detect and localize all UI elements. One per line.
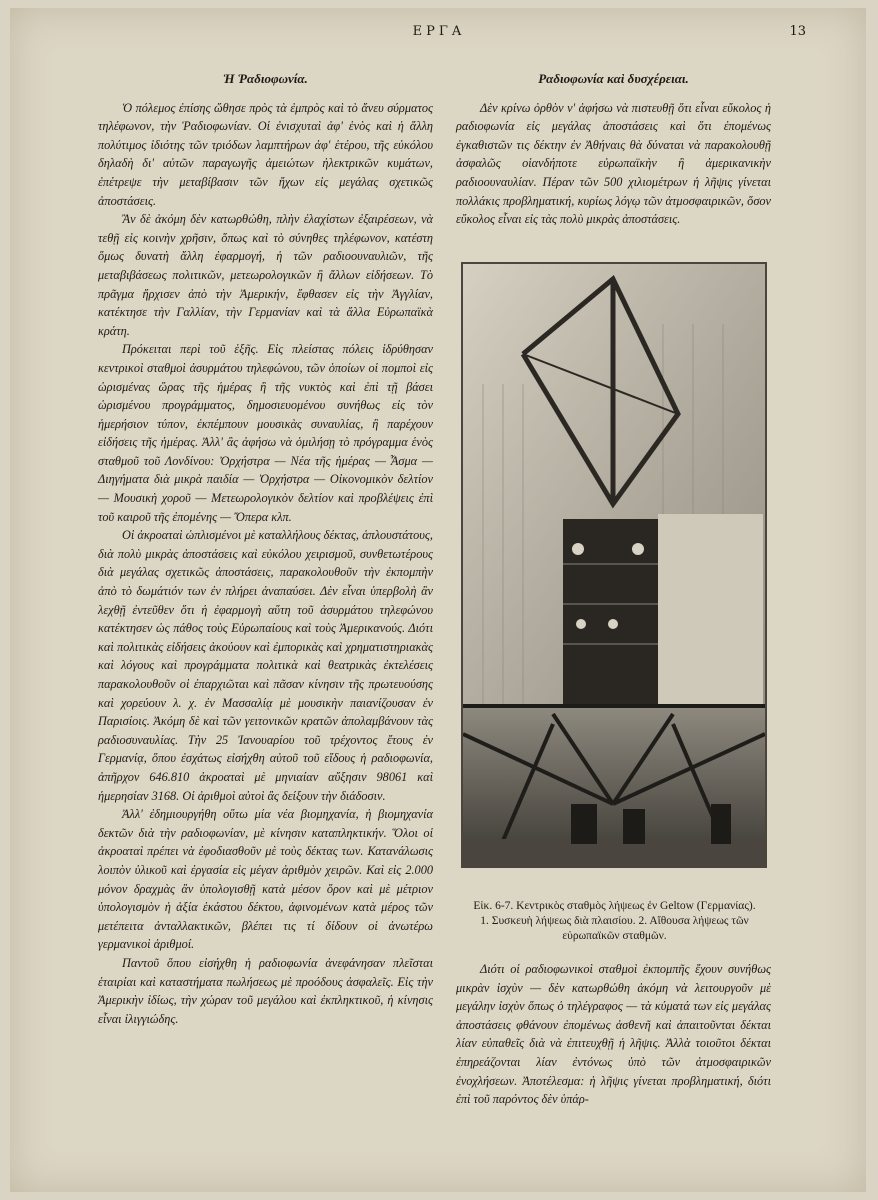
paragraph: Ὁ πόλεμος ἐπίσης ὤθησε πρὸς τὰ ἐμπρὸς καὶ τὸ ἄνευ σύρματος τηλέφωνον, τὴν Ῥαδιοφωνίαν. Οἱ ἐνισχυταὶ ἀφ' ἑνὸς καὶ ἡ ἄλλη πολύτιμος ἰδιότης τῶν τριόδων λαμπτήρων ἀφ' ἑτέρου, τῆς εὐκόλου δηλαδὴ δι' αὐτῶν παραγωγῆς ἀμειώτων ἠλεκτρικῶν κυμάτων, ἐπέτρεψε τὴν μεταβίβασιν τῶν ἤχων εἰς μεγάλας σχετικῶς ἀποστάσεις. [98,100,433,208]
left-column [98,70,433,1028]
paragraph: Οἱ ἀκροαταὶ ὡπλισμένοι μὲ καταλλήλους δέκτας, ἁπλουστάτους, διὰ πολὺ μικρὰς ἀποστάσεις καὶ εὐκόλου χειρισμοῦ, συνθετωτέρους διὰ μεγάλας σχετικῶς ἀποστάσεις, παρακολουθοῦν τὴν ἐκπομπὴν ἀπὸ τὸ δωμάτιόν των ἐν πλήρει ἀναπαύσει. Δὲν εἶναι ὑπερβολὴ ἂν λεχθῇ ἐντεῦθεν ὅτι ἡ ἐφαρμογὴ αὕτη τοῦ ἀσυρμάτου τηλεφώνου κατέκτησεν ὡς πάθος τοὺς Εὐρωπαίους καὶ τοὺς Ἀμερικανούς. Διότι καὶ πολιτικὰς εἰδήσεις ἀκούουν καὶ ἐμπορικὰς καὶ χρηματιστηριακὰς καὶ λόγους καὶ προγράμματα πολιτικὰ καὶ θεατρικὰς ἐκτελέσεις παρακολουθοῦν οἱ ἐπαρχιῶται καὶ πᾶσαν κίνησιν τῆς πρωτευούσης καὶ χορεύουν λ. χ. ἐν Μασσαλίᾳ μὲ μουσικὴν παιανίζουσαν ἐν Παρισίοις. Ἀκόμη δὲ καὶ τῶν γειτονικῶν κρατῶν ἀπολαμβάνουν τὰς ραδιοσυναυλίας. Τὴν 25 Ἰανουαρίου τοῦ τρέχοντος ἔτους ἐν Γερμανίᾳ, ὅπου ἐσχάτως εἰσήχθη αὐτοῦ τοῦ εἴδους ἡ ραδιοφωνία, ἀπῆρχον 646.810 ἀκροαταὶ μὲ μηνιαίαν αὔξησιν 98061 καὶ ἡμερησίαν 3168. Οἱ ἀριθμοὶ αὐτοὶ ἂς δείξουν τὴν διάδοσιν. [98,528,433,803]
right-column-bottom [456,960,771,1109]
paragraph: Ἀλλ' ἐδημιουργήθη οὕτω μία νέα βιομηχανία, ἡ βιομηχανία δεκτῶν διὰ τὴν ραδιοφωνίαν, μὲ κίνησιν καταπληκτικήν. Ὅλοι οἱ ἀκροαταὶ πρέπει νὰ ἐφοδιασθοῦν μὲ τοὺς δέκτας των. Κατανάλωσις λοιπὸν ὑλικοῦ καὶ ἐργασία εἰς μέγαν ἀριθμὸν χειρῶν. Καὶ εἰς 2.000 μόνον δραχμὰς ἂν ὑπολογισθῇ κατὰ μέσον ὅρον καὶ μὲ μέτριον ὑπολογισμὸν ἡ ἀξία ἑκάστου δέκτου, ἀφινομένων κατὰ μέρος τῶν μετέπειτα ἀνταλλακτικῶν, βλέπει τις τί δίδουν οἱ ἀνωτέρω γερμανικοὶ ἀριθμοί. [98,807,433,952]
left-article-title: Ἡ Ῥαδιοφωνία. [223,71,308,86]
paragraph: Ἂν δὲ ἀκόμη δὲν κατωρθώθη, πλὴν ἐλαχίστων ἐξαιρέσεων, νὰ τεθῇ εἰς κοινὴν χρῆσιν, ὅπως καὶ τὸ σύνηθες τηλέφωνον, κατέστη ὅμως δυνατὴ ἄλλη ἐφαρμογή, ἡ τῶν ραδιοουναυλιῶν, τῆς μεταβιβάσεως πολιτικῶν, μετεωρολογικῶν ἢ ἄλλων εἰδήσεων. Τὸ πρᾶγμα ἤρχισεν ἀπὸ τὴν Ἀμερικήν, ἔφθασεν εἰς τὴν Ἀγγλίαν, κατέκτησε τὴν Γαλλίαν, τὴν Γερμανίαν καὶ τὰ ἄλλα Εὐρωπαϊκὰ κράτη. [98,212,433,338]
paragraph: Πρόκειται περὶ τοῦ ἑξῆς. Εἰς πλείστας πόλεις ἱδρύθησαν κεντρικοὶ σταθμοὶ ἀσυρμάτου τηλεφώνου, τῶν ὁποίων οἱ πομποὶ εἰς ὡρισμένας ὥρας τῆς ἡμέρας ἢ τῆς νυκτὸς καὶ ἐπὶ τῇ βάσει ὡρισμένου προγράμματος, δημοσιευομένου συνήθως εἰς τὸν ἡμερήσιον τύπον, ἐκπέμπουν μουσικὰς συναυλίας, ἢ παρέχουν εἰδήσεις τῆς ἡμέρας. Ἀλλ' ἂς ἀφήσω νὰ ὁμιλήσῃ τὸ πρόγραμμα ἑνὸς σταθμοῦ τοῦ Λονδίνου: Ὀρχήστρα — Νέα τῆς ἡμέρας — Ἆσμα — Διηγήματα διὰ μικρὰ παιδία — Ὀρχήστρα — Οἰκονομικὸν δελτίον — Μουσικὴ χοροῦ — Μετεωρολογικὸν δελτίον καὶ προβλέψεις ἐπὶ τοῦ καιροῦ τῆς ἐπομένης — Ὄπερα κλπ. [98,342,433,524]
running-title: ΕΡΓΑ [412,24,466,39]
right-column-top [456,70,771,229]
caption-line: Εἰκ. 6-7. Κεντρικὸς σταθμὸς λήψεως ἐν Geltow (Γερμανίας). [473,900,756,912]
page-number: 13 [789,24,806,39]
photograph-illustration [463,264,765,866]
paragraph: Διότι οἱ ραδιοφωνικοὶ σταθμοὶ ἐκπομπῆς ἔχουν συνήθως μικρὰν ἰσχὺν — δὲν κατωρθώθη ἀκόμη νὰ λειτουργοῦν μὲ μεγάλην ἰσχὺν ὅπως ὁ τηλέγραφος — τὰ κύματά των εἰς μεγάλας ἀποστάσεις φθάνουν ἐπομένως ἀσθενῆ καὶ ἀπαιτοῦνται δέκται λίαν εὐπαθεῖς διὰ νὰ ἐπιτευχθῇ ἡ λῆψις. Ἀλλὰ τοιοῦτοι δέκται ἐπηρεάζονται λίαν ἐντόνως ὑπὸ τῶν ἀτμοσφαιρικῶν ἐνοχλήσεων. Ἀποτέλεσμα: ἡ λῆψις γίνεται προβληματική, διότι ἐπὶ τοῦ παρόντος δὲν ὑπάρ- [456,962,771,1107]
right-article-title: Ραδιοφωνία καὶ δυσχέρειαι. [538,71,689,86]
page-header [0,24,878,46]
photograph-figure [461,262,767,868]
caption-line: 1. Συσκευὴ λήψεως διὰ πλαισίου. 2. Αἴθουσα λήψεως τῶν [480,915,749,927]
figure-caption [452,899,777,944]
paragraph: Δὲν κρίνω ὀρθὸν ν' ἀφήσω νὰ πιστευθῇ ὅτι εἶναι εὔκολος ἡ ραδιοφωνία εἰς μεγάλας ἀποστάσεις καὶ ὅτι ἐπομένως ἐγκαθιστῶν τις δέκτην ἐν Ἀθήναις θὰ δύναται νὰ παρακολουθῇ ἀσφαλῶς οἱανδήποτε εὐρωπαϊκὴν ἢ ἀμερικανικὴν ραδιοουναυλίαν. Πέραν τῶν 500 χιλιομέτρων ἡ λῆψις γίνεται πολλάκις προβληματική, κυρίως λόγῳ τῶν ἀτμοσφαιρικῶν, ὅσον εὔκολος εἶναι εἰς τὰς πολὺ μικρὰς ἀποστάσεις. [456,100,771,227]
paragraph: Παντοῦ ὅπου εἰσήχθη ἡ ραδιοφωνία ἀνεφάνησαν πλεῖσται ἑταιρίαι καὶ καταστήματα πωλήσεως μὲ προόδους ἀσφαλεῖς. Εἰς τὴν Ἀμερικὴν ἰδίως, τὴν χώραν τοῦ μεγάλου καὶ ἐκπληκτικοῦ, ἡ κίνησις εἶναι ἰλιγγιώδης. [98,955,433,1026]
caption-line: εὐρωπαϊκῶν σταθμῶν. [562,930,667,942]
